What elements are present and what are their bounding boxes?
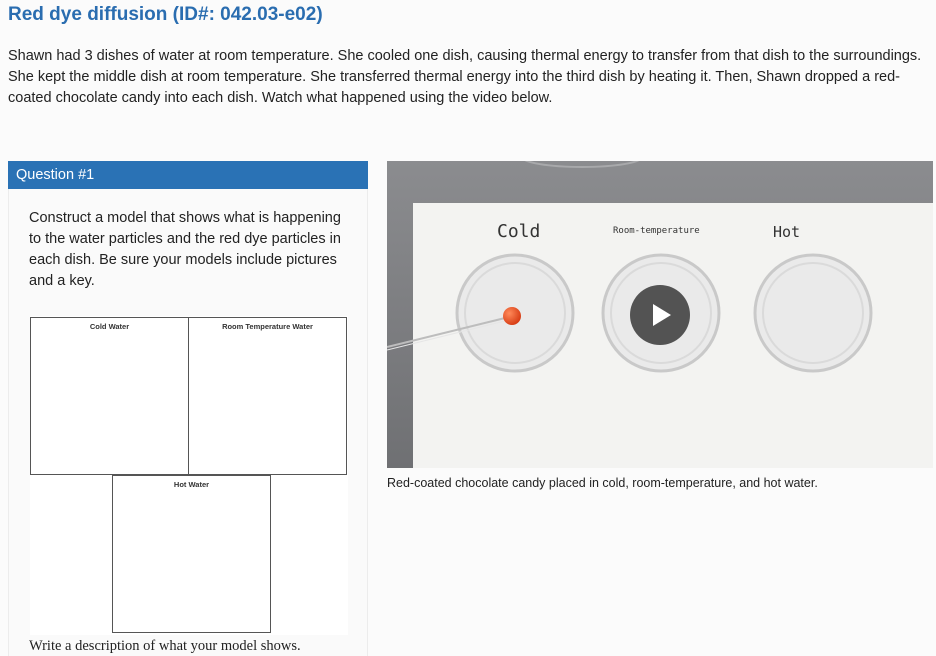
page-title: Red dye diffusion (ID#: 042.03-e02) bbox=[8, 4, 323, 25]
video-label-hot: Hot bbox=[773, 223, 801, 241]
video-label-room: Room-temperature bbox=[613, 226, 700, 236]
cold-water-label: Cold Water bbox=[89, 322, 130, 331]
question-prompt: Construct a model that shows what is happening to the water particles and the red dye particles in each dish. Be sure your models include pictures and a key. bbox=[29, 210, 341, 289]
question-header: Question #1 bbox=[8, 161, 368, 189]
model-template bbox=[30, 316, 348, 635]
hot-water-label: Hot Water bbox=[173, 480, 210, 489]
play-button[interactable] bbox=[630, 285, 690, 345]
room-temperature-water-label: Room Temperature Water bbox=[222, 322, 313, 331]
video-label-cold: Cold bbox=[497, 221, 541, 242]
play-icon bbox=[653, 304, 671, 326]
room-temperature-water-box bbox=[188, 317, 347, 475]
cold-water-box bbox=[30, 317, 189, 475]
candy bbox=[503, 307, 521, 325]
description-prompt: Write a description of what your model shows. bbox=[29, 638, 301, 654]
intro-paragraph: Shawn had 3 dishes of water at room temperature. She cooled one dish, causing thermal energy to transfer from that dish to the surroundings. She kept the middle dish at room temperature. She transferred thermal energy into the third dish by heating it. Then, Shawn dropped a red-coated chocolate candy into each dish. Watch what happened using the video below. bbox=[8, 48, 922, 106]
hot-water-box bbox=[112, 475, 271, 633]
video-player[interactable] bbox=[387, 161, 933, 468]
video-caption: Red-coated chocolate candy placed in cold, room-temperature, and hot water. bbox=[387, 476, 818, 490]
